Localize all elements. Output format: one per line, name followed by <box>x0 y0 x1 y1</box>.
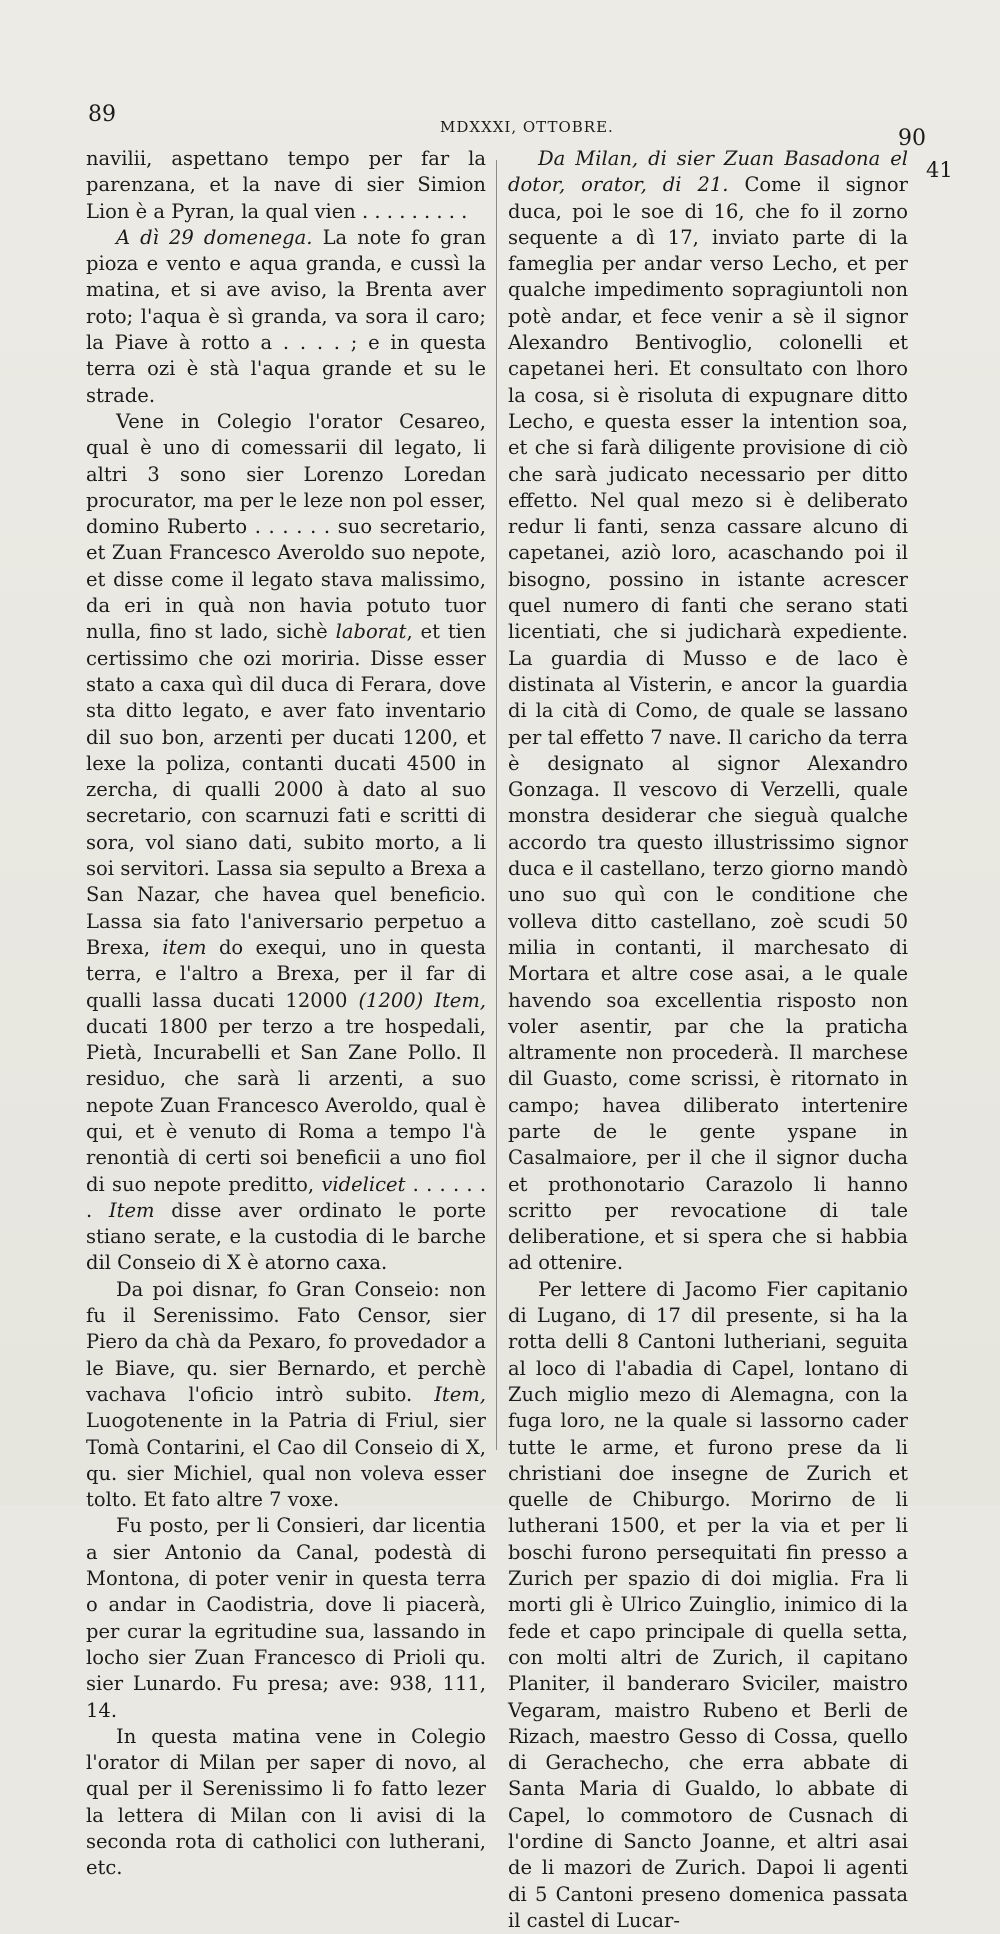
running-title: MDXXXI, OTTOBRE. <box>440 118 614 136</box>
paragraph: Fu posto, per li Consieri, dar licentia a sier Antonio da Canal, podestà di Montona, di poter venir in questa terra o andar in Caodistria, dove li piacerà, per curar la egritudine sua, lassando in locho sier Zuan Francesco di Prioli qu. sier Lunardo. Fu presa; ave: 938, 111, 14. <box>86 1514 486 1722</box>
paragraph: A dì 29 domenega. La note fo gran pioza e vento e aqua granda, e cussì la matina, et si ave aviso, la Brenta aver roto; l'aqua è sì granda, va sora il caro; la Piave à rotto a . . . . ; e in questa terra ozi è stà l'aqua grande et su le strade. <box>86 225 486 407</box>
left-column <box>86 146 486 1882</box>
paragraph: In questa matina vene in Colegio l'orator di Milan per saper di novo, al qual per il Serenissimo li fo fatto lezer la lettera di Milan con li avisi di la seconda rota di catholici con lutherani, etc. <box>86 1724 486 1880</box>
right-column <box>508 146 908 1934</box>
date-heading: A dì 29 domenega. <box>116 225 313 249</box>
margin-number: 41 <box>926 158 953 182</box>
page-number-left: 89 <box>88 102 116 127</box>
page-number-right: 90 <box>898 126 926 151</box>
paragraph: Vene in Colegio l'orator Cesareo, qual è uno di comessarii dil legato, li altri 3 sono sier Lorenzo Loredan procurator, ma per le leze non pol esser, domino Ruberto . . . . . . suo secretario, et Zuan Francesco Averoldo suo nepote, et disse come il legato stava malissimo, da eri in quà non havia potuto tuor nulla, fino st lado, sichè laborat, et tien certissimo che ozi moriria. Disse esser stato a caxa quì dil duca di Ferara, dove sta ditto legato, e aver fato inventario dil suo bon, arzenti per ducati 1200, et lexe la poliza, contanti ducati 4500 in zercha, di qualli 2000 à dato al suo secretario, con scarnuzi fati e scritti di sora, vol siano dati, subito morto, a li soi servitori. Lassa sia sepulto a Brexa a San Nazar, che havea quel beneficio. Lassa sia fato l'aniversario perpetuo a Brexa, item do exequi, uno in questa terra, e l'altro a Brexa, per il far di qualli lassa ducati 12000 (1200) Item, ducati 1800 per terzo a tre hospedali, Pietà, Incurabelli et San Zane Pollo. Il residuo, che sarà li arzenti, a suo nepote Zuan Francesco Averoldo, qual è qui, et è venuto di Roma a tempo l'à renontià di certi soi beneficii a uno fiol di suo nepote preditto, videlicet . . . . . . . Item disse aver ordinato le porte stiano serate, e la custodia di le barche dil Conseio di X è atorno caxa. <box>86 409 487 1275</box>
paragraph: navilii, aspettano tempo per far la parenzana, et la nave di sier Simion Lion è a Pyran, la qual vien . . . . . . . . . <box>86 147 486 223</box>
letter-heading: Da Milan, di sier Zuan Basadona el dotor, orator, di 21. <box>508 147 908 197</box>
column-divider <box>496 160 497 1450</box>
paragraph: Per lettere di Jacomo Fier capitanio di Lugano, di 17 dil presente, si ha la rotta delli 8 Cantoni lutheriani, seguita al loco di l'abadia di Capel, lontano di Zuch miglio mezo di Alemagna, con la fuga loro, ne la quale si lassorno cader tutte le arme, et furono prese da li christiani doe insegne de Zurich et quelle de Chiburgo. Morirno de li lutherani 1500, et per la via et per li boschi furono persequitati fin presso a Zurich per spazio di doi miglia. Fra li morti gli è Ulrico Zuinglio, inimico di la fede et capo principale di quella setta, con molti altri de Zurich, il capitano Planiter, il banderaro Sviciler, maistro Vegaram, maistro Rubeno et Berli de Rizach, maestro Gesso di Cossa, quello di Gerachecho, che erra abbate di Santa Maria di Gualdo, lo abbate di Capel, lo commotoro de Cusnach di l'ordine di Sancto Joanne, et altri asai de li mazori de Zurich. Dapoi li agenti di 5 Cantoni preseno domenica passata il castel di Lucar- <box>508 1277 908 1932</box>
paragraph: Da poi disnar, fo Gran Conseio: non fu il Serenissimo. Fato Censor, sier Piero da chà da Pexaro, fo provedador a le Biave, qu. sier Bernardo, et perchè vachava l'oficio intrò subito. Item, Luogotenente in la Patria di Friul, sier Tomà Contarini, el Cao dil Conseio di X, qu. sier Michiel, qual non voleva esser tolto. Et fato altre 7 voxe. <box>86 1277 486 1512</box>
paragraph: Da Milan, di sier Zuan Basadona el dotor, orator, di 21. Come il signor duca, poi le soe di 16, che fo il zorno sequente a dì 17, inviato parte di la fameglia per andar verso Lecho, et per qualche impedimento sopragiuntoli non potè andar, et fece venir a sè il signor Alexandro Bentivoglio, colonelli et capetanei heri. Et consultato con lhoro la cosa, si è risoluta di expugnare ditto Lecho, e questa esser la intention soa, et che si farà diligente provisione di ciò che sarà judicato necessario per ditto effetto. Nel qual mezo si è deliberato redur li fanti, senza cassare alcuno di capetanei, aziò loro, acaschando poi il bisogno, possino in istante acrescer quel numero di fanti che serano stati licentiati, che si judicharà expediente. La guardia di Musso e de laco è distinata al Visterin, e ancor la guardia di la cità di Como, de quale se lassano per tal effetto 7 nave. Il caricho da terra è designato al signor Alexandro Gonzaga. Il vescovo di Verzelli, quale monstra desiderar che sieguà qualche accordo tra questo illustrissimo signor duca e il castellano, terzo giorno mandò uno suo quì con le conditione che volleva ditto castellano, zoè scudi 50 milia in contanti, il marchesato di Mortara et altre cose asai, a le quale havendo soa excellentia risposto non voler asentir, par che la praticha altramente non procederà. Il marchese dil Guasto, come scrissi, è ritornato in campo; havea diliberato intertenire parte de le gente yspane in Casalmaiore, per il che il signor ducha et prothonotario Carazolo li hanno scritto per revocatione di tale deliberatione, et si spera che si habbia ad ottenire. <box>508 147 908 1275</box>
